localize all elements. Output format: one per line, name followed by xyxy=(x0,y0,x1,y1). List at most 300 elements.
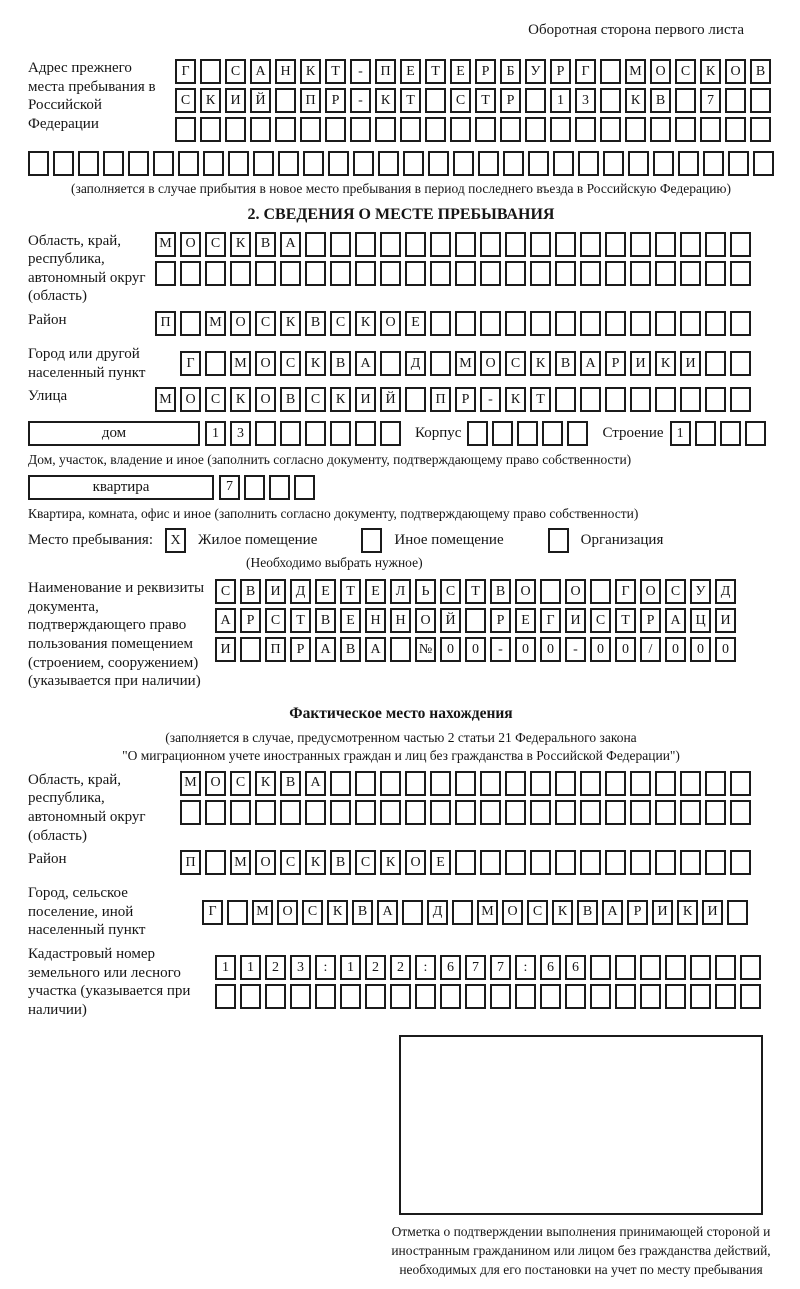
char-cell[interactable]: И xyxy=(680,351,701,376)
char-cell[interactable]: К xyxy=(380,850,401,875)
char-cell[interactable] xyxy=(605,232,626,257)
char-cell[interactable] xyxy=(705,800,726,825)
char-cell[interactable]: 6 xyxy=(440,955,461,980)
char-cell[interactable]: И xyxy=(225,88,246,113)
char-cell[interactable]: О xyxy=(415,608,436,633)
char-cell[interactable] xyxy=(555,232,576,257)
char-cell[interactable] xyxy=(330,421,351,446)
char-cell[interactable]: И xyxy=(565,608,586,633)
char-cell[interactable]: К xyxy=(655,351,676,376)
char-cell[interactable] xyxy=(355,261,376,286)
char-cell[interactable]: Г xyxy=(202,900,223,925)
char-cell[interactable]: К xyxy=(700,59,721,84)
char-cell[interactable]: Т xyxy=(615,608,636,633)
char-cell[interactable] xyxy=(465,984,486,1009)
char-cell[interactable]: С xyxy=(305,387,326,412)
char-cell[interactable]: А xyxy=(315,637,336,662)
char-cell[interactable] xyxy=(178,151,199,176)
char-cell[interactable] xyxy=(695,421,716,446)
char-cell[interactable] xyxy=(640,984,661,1009)
char-cell[interactable] xyxy=(590,955,611,980)
char-cell[interactable]: Н xyxy=(365,608,386,633)
char-cell[interactable]: 6 xyxy=(565,955,586,980)
char-cell[interactable] xyxy=(728,151,749,176)
char-cell[interactable] xyxy=(305,261,326,286)
char-cell[interactable] xyxy=(690,984,711,1009)
char-cell[interactable]: Г xyxy=(180,351,201,376)
char-cell[interactable] xyxy=(730,261,751,286)
char-cell[interactable]: К xyxy=(625,88,646,113)
char-cell[interactable] xyxy=(430,232,451,257)
char-cell[interactable] xyxy=(525,117,546,142)
char-cell[interactable]: П xyxy=(430,387,451,412)
char-cell[interactable]: 0 xyxy=(465,637,486,662)
char-cell[interactable]: С xyxy=(527,900,548,925)
char-cell[interactable] xyxy=(380,421,401,446)
char-cell[interactable] xyxy=(103,151,124,176)
char-cell[interactable] xyxy=(580,387,601,412)
char-cell[interactable] xyxy=(403,151,424,176)
char-cell[interactable]: - xyxy=(350,88,371,113)
char-cell[interactable] xyxy=(278,151,299,176)
char-cell[interactable]: 0 xyxy=(540,637,561,662)
char-cell[interactable] xyxy=(530,800,551,825)
char-cell[interactable] xyxy=(205,351,226,376)
char-cell[interactable] xyxy=(390,984,411,1009)
char-cell[interactable]: 1 xyxy=(550,88,571,113)
char-cell[interactable] xyxy=(740,955,761,980)
char-cell[interactable]: : xyxy=(515,955,536,980)
char-cell[interactable] xyxy=(300,117,321,142)
char-cell[interactable] xyxy=(628,151,649,176)
char-cell[interactable]: П xyxy=(265,637,286,662)
char-cell[interactable] xyxy=(530,232,551,257)
char-cell[interactable] xyxy=(505,771,526,796)
char-cell[interactable] xyxy=(600,117,621,142)
char-cell[interactable] xyxy=(580,771,601,796)
char-cell[interactable]: 3 xyxy=(290,955,311,980)
char-cell[interactable]: И xyxy=(652,900,673,925)
char-cell[interactable]: Д xyxy=(427,900,448,925)
char-cell[interactable] xyxy=(303,151,324,176)
char-cell[interactable]: С xyxy=(175,88,196,113)
char-cell[interactable]: О xyxy=(502,900,523,925)
char-cell[interactable] xyxy=(605,850,626,875)
char-cell[interactable]: С xyxy=(450,88,471,113)
char-cell[interactable] xyxy=(630,311,651,336)
char-cell[interactable] xyxy=(530,311,551,336)
char-cell[interactable] xyxy=(180,800,201,825)
char-cell[interactable]: К xyxy=(280,311,301,336)
char-cell[interactable] xyxy=(605,311,626,336)
char-cell[interactable] xyxy=(630,850,651,875)
char-cell[interactable] xyxy=(280,261,301,286)
char-cell[interactable] xyxy=(715,984,736,1009)
char-cell[interactable]: О xyxy=(565,579,586,604)
char-cell[interactable] xyxy=(555,311,576,336)
char-cell[interactable] xyxy=(480,850,501,875)
char-cell[interactable] xyxy=(750,88,771,113)
char-cell[interactable] xyxy=(680,387,701,412)
char-cell[interactable]: О xyxy=(515,579,536,604)
char-cell[interactable] xyxy=(553,151,574,176)
char-cell[interactable] xyxy=(225,117,246,142)
char-cell[interactable] xyxy=(753,151,774,176)
char-cell[interactable] xyxy=(244,475,265,500)
char-cell[interactable] xyxy=(428,151,449,176)
char-cell[interactable] xyxy=(355,421,376,446)
char-cell[interactable]: В xyxy=(280,771,301,796)
char-cell[interactable]: Ц xyxy=(690,608,711,633)
char-cell[interactable] xyxy=(730,351,751,376)
char-cell[interactable] xyxy=(400,117,421,142)
char-cell[interactable] xyxy=(305,800,326,825)
char-cell[interactable] xyxy=(528,151,549,176)
char-cell[interactable] xyxy=(705,232,726,257)
char-cell[interactable]: У xyxy=(525,59,546,84)
char-cell[interactable] xyxy=(465,608,486,633)
char-cell[interactable]: Й xyxy=(440,608,461,633)
char-cell[interactable] xyxy=(153,151,174,176)
char-cell[interactable] xyxy=(700,117,721,142)
char-cell[interactable]: Е xyxy=(405,311,426,336)
char-cell[interactable] xyxy=(680,261,701,286)
char-cell[interactable] xyxy=(230,800,251,825)
char-cell[interactable] xyxy=(330,232,351,257)
char-cell[interactable]: 0 xyxy=(665,637,686,662)
char-cell[interactable] xyxy=(705,351,726,376)
char-cell[interactable]: И xyxy=(355,387,376,412)
char-cell[interactable]: Т xyxy=(400,88,421,113)
char-cell[interactable] xyxy=(455,311,476,336)
char-cell[interactable]: К xyxy=(230,232,251,257)
char-cell[interactable]: 2 xyxy=(390,955,411,980)
char-cell[interactable]: Р xyxy=(627,900,648,925)
char-cell[interactable] xyxy=(375,117,396,142)
char-cell[interactable] xyxy=(480,800,501,825)
char-cell[interactable] xyxy=(590,579,611,604)
char-cell[interactable] xyxy=(478,151,499,176)
char-cell[interactable] xyxy=(240,637,261,662)
char-cell[interactable] xyxy=(580,311,601,336)
char-cell[interactable]: О xyxy=(405,850,426,875)
char-cell[interactable] xyxy=(542,421,563,446)
char-cell[interactable] xyxy=(575,117,596,142)
char-cell[interactable]: В xyxy=(330,351,351,376)
char-cell[interactable] xyxy=(750,117,771,142)
char-cell[interactable]: А xyxy=(365,637,386,662)
char-cell[interactable]: А xyxy=(280,232,301,257)
char-cell[interactable] xyxy=(340,984,361,1009)
char-cell[interactable]: С xyxy=(205,387,226,412)
char-cell[interactable] xyxy=(590,984,611,1009)
char-cell[interactable]: Н xyxy=(390,608,411,633)
char-cell[interactable]: П xyxy=(155,311,176,336)
char-cell[interactable] xyxy=(555,387,576,412)
char-cell[interactable] xyxy=(505,232,526,257)
char-cell[interactable] xyxy=(705,311,726,336)
char-cell[interactable] xyxy=(730,387,751,412)
char-cell[interactable]: Р xyxy=(475,59,496,84)
char-cell[interactable] xyxy=(405,261,426,286)
char-cell[interactable] xyxy=(275,88,296,113)
char-cell[interactable] xyxy=(655,850,676,875)
char-cell[interactable] xyxy=(600,88,621,113)
char-cell[interactable] xyxy=(565,984,586,1009)
char-cell[interactable] xyxy=(425,88,446,113)
char-cell[interactable] xyxy=(650,117,671,142)
char-cell[interactable] xyxy=(305,232,326,257)
char-cell[interactable]: Д xyxy=(290,579,311,604)
char-cell[interactable]: О xyxy=(255,850,276,875)
char-cell[interactable] xyxy=(730,800,751,825)
char-cell[interactable]: Д xyxy=(405,351,426,376)
char-cell[interactable] xyxy=(405,771,426,796)
char-cell[interactable] xyxy=(730,850,751,875)
char-cell[interactable] xyxy=(705,771,726,796)
char-cell[interactable]: С xyxy=(665,579,686,604)
char-cell[interactable] xyxy=(655,232,676,257)
char-cell[interactable] xyxy=(665,955,686,980)
char-cell[interactable] xyxy=(430,771,451,796)
char-cell[interactable]: - xyxy=(480,387,501,412)
char-cell[interactable]: Р xyxy=(325,88,346,113)
char-cell[interactable]: 7 xyxy=(465,955,486,980)
char-cell[interactable] xyxy=(228,151,249,176)
char-cell[interactable] xyxy=(365,984,386,1009)
char-cell[interactable]: Е xyxy=(450,59,471,84)
char-cell[interactable]: К xyxy=(230,387,251,412)
char-cell[interactable]: А xyxy=(580,351,601,376)
char-cell[interactable]: - xyxy=(350,59,371,84)
char-cell[interactable]: Р xyxy=(290,637,311,662)
char-cell[interactable] xyxy=(275,117,296,142)
char-cell[interactable]: Т xyxy=(325,59,346,84)
char-cell[interactable] xyxy=(294,475,315,500)
char-cell[interactable]: Е xyxy=(365,579,386,604)
char-cell[interactable] xyxy=(290,984,311,1009)
char-cell[interactable]: 1 xyxy=(340,955,361,980)
char-cell[interactable] xyxy=(227,900,248,925)
char-cell[interactable] xyxy=(200,59,221,84)
char-cell[interactable] xyxy=(450,117,471,142)
char-cell[interactable]: С xyxy=(230,771,251,796)
char-cell[interactable]: О xyxy=(255,387,276,412)
char-cell[interactable]: Г xyxy=(575,59,596,84)
char-cell[interactable] xyxy=(550,117,571,142)
char-cell[interactable] xyxy=(525,88,546,113)
char-cell[interactable] xyxy=(680,850,701,875)
char-cell[interactable]: 0 xyxy=(440,637,461,662)
char-cell[interactable] xyxy=(505,311,526,336)
char-cell[interactable] xyxy=(455,771,476,796)
char-cell[interactable] xyxy=(605,771,626,796)
char-cell[interactable]: № xyxy=(415,637,436,662)
char-cell[interactable] xyxy=(255,261,276,286)
char-cell[interactable]: С xyxy=(330,311,351,336)
char-cell[interactable] xyxy=(655,387,676,412)
char-cell[interactable]: Р xyxy=(455,387,476,412)
char-cell[interactable]: С xyxy=(302,900,323,925)
char-cell[interactable]: 0 xyxy=(715,637,736,662)
char-cell[interactable]: Т xyxy=(425,59,446,84)
char-cell[interactable] xyxy=(665,984,686,1009)
char-cell[interactable] xyxy=(280,800,301,825)
char-cell[interactable] xyxy=(380,771,401,796)
char-cell[interactable] xyxy=(353,151,374,176)
char-cell[interactable] xyxy=(430,351,451,376)
char-cell[interactable]: С xyxy=(355,850,376,875)
char-cell[interactable] xyxy=(205,850,226,875)
char-cell[interactable] xyxy=(630,232,651,257)
char-cell[interactable]: В xyxy=(650,88,671,113)
char-cell[interactable] xyxy=(315,984,336,1009)
char-cell[interactable]: М xyxy=(155,387,176,412)
char-cell[interactable] xyxy=(440,984,461,1009)
char-cell[interactable]: В xyxy=(255,232,276,257)
char-cell[interactable] xyxy=(705,261,726,286)
char-cell[interactable] xyxy=(230,261,251,286)
char-cell[interactable] xyxy=(503,151,524,176)
char-cell[interactable] xyxy=(480,771,501,796)
char-cell[interactable]: Е xyxy=(515,608,536,633)
char-cell[interactable] xyxy=(430,800,451,825)
char-cell[interactable] xyxy=(655,771,676,796)
char-cell[interactable]: Е xyxy=(340,608,361,633)
char-cell[interactable]: Е xyxy=(315,579,336,604)
char-cell[interactable]: Д xyxy=(715,579,736,604)
char-cell[interactable] xyxy=(355,232,376,257)
char-cell[interactable] xyxy=(615,955,636,980)
char-cell[interactable] xyxy=(490,984,511,1009)
char-cell[interactable]: П xyxy=(180,850,201,875)
char-cell[interactable]: В xyxy=(240,579,261,604)
char-cell[interactable]: 0 xyxy=(515,637,536,662)
char-cell[interactable] xyxy=(265,984,286,1009)
char-cell[interactable] xyxy=(200,117,221,142)
char-cell[interactable] xyxy=(425,117,446,142)
char-cell[interactable]: О xyxy=(180,387,201,412)
char-cell[interactable] xyxy=(405,387,426,412)
char-cell[interactable] xyxy=(480,261,501,286)
char-cell[interactable]: 1 xyxy=(670,421,691,446)
char-cell[interactable] xyxy=(630,800,651,825)
char-cell[interactable] xyxy=(180,261,201,286)
char-cell[interactable]: Р xyxy=(240,608,261,633)
char-cell[interactable]: А xyxy=(602,900,623,925)
char-cell[interactable]: М xyxy=(205,311,226,336)
char-cell[interactable]: В xyxy=(330,850,351,875)
char-cell[interactable] xyxy=(255,800,276,825)
char-cell[interactable]: В xyxy=(555,351,576,376)
char-cell[interactable]: О xyxy=(380,311,401,336)
char-cell[interactable]: К xyxy=(305,850,326,875)
char-cell[interactable]: М xyxy=(180,771,201,796)
char-cell[interactable]: 2 xyxy=(265,955,286,980)
char-cell[interactable]: С xyxy=(505,351,526,376)
char-cell[interactable]: 0 xyxy=(590,637,611,662)
char-cell[interactable]: С xyxy=(265,608,286,633)
char-cell[interactable]: / xyxy=(640,637,661,662)
char-cell[interactable]: М xyxy=(625,59,646,84)
char-cell[interactable] xyxy=(630,771,651,796)
char-cell[interactable] xyxy=(415,984,436,1009)
char-cell[interactable]: 3 xyxy=(575,88,596,113)
char-cell[interactable]: 1 xyxy=(215,955,236,980)
char-cell[interactable] xyxy=(725,117,746,142)
char-cell[interactable] xyxy=(615,984,636,1009)
checkbox-organizatsiya[interactable] xyxy=(548,528,569,553)
char-cell[interactable] xyxy=(305,421,326,446)
char-cell[interactable] xyxy=(28,151,49,176)
char-cell[interactable] xyxy=(540,984,561,1009)
apartment-type-box[interactable]: квартира xyxy=(28,475,214,500)
char-cell[interactable]: К xyxy=(200,88,221,113)
char-cell[interactable] xyxy=(205,261,226,286)
char-cell[interactable]: В xyxy=(280,387,301,412)
char-cell[interactable] xyxy=(680,311,701,336)
char-cell[interactable]: В xyxy=(315,608,336,633)
char-cell[interactable] xyxy=(675,88,696,113)
char-cell[interactable]: М xyxy=(230,850,251,875)
char-cell[interactable]: В xyxy=(750,59,771,84)
char-cell[interactable] xyxy=(605,800,626,825)
char-cell[interactable]: Ь xyxy=(415,579,436,604)
char-cell[interactable]: Р xyxy=(550,59,571,84)
char-cell[interactable]: : xyxy=(315,955,336,980)
char-cell[interactable]: И xyxy=(215,637,236,662)
char-cell[interactable]: С xyxy=(280,850,301,875)
char-cell[interactable]: 6 xyxy=(540,955,561,980)
checkbox-zhiloe-pomeshchenie[interactable]: X xyxy=(165,528,186,553)
char-cell[interactable] xyxy=(530,850,551,875)
char-cell[interactable] xyxy=(675,117,696,142)
char-cell[interactable] xyxy=(555,771,576,796)
char-cell[interactable] xyxy=(480,232,501,257)
char-cell[interactable]: С xyxy=(215,579,236,604)
char-cell[interactable] xyxy=(605,261,626,286)
char-cell[interactable] xyxy=(655,261,676,286)
char-cell[interactable] xyxy=(280,421,301,446)
char-cell[interactable]: - xyxy=(490,637,511,662)
char-cell[interactable] xyxy=(555,261,576,286)
char-cell[interactable]: Е xyxy=(400,59,421,84)
char-cell[interactable]: В xyxy=(305,311,326,336)
char-cell[interactable] xyxy=(580,850,601,875)
char-cell[interactable] xyxy=(680,771,701,796)
char-cell[interactable]: О xyxy=(230,311,251,336)
char-cell[interactable]: П xyxy=(375,59,396,84)
char-cell[interactable] xyxy=(603,151,624,176)
char-cell[interactable] xyxy=(703,151,724,176)
char-cell[interactable] xyxy=(678,151,699,176)
char-cell[interactable]: И xyxy=(630,351,651,376)
char-cell[interactable]: 0 xyxy=(615,637,636,662)
char-cell[interactable] xyxy=(455,261,476,286)
char-cell[interactable] xyxy=(255,421,276,446)
char-cell[interactable] xyxy=(475,117,496,142)
char-cell[interactable]: К xyxy=(505,387,526,412)
char-cell[interactable]: А xyxy=(305,771,326,796)
char-cell[interactable] xyxy=(580,261,601,286)
char-cell[interactable] xyxy=(269,475,290,500)
char-cell[interactable] xyxy=(250,117,271,142)
char-cell[interactable]: Р xyxy=(640,608,661,633)
char-cell[interactable] xyxy=(515,984,536,1009)
char-cell[interactable]: О xyxy=(650,59,671,84)
char-cell[interactable]: К xyxy=(530,351,551,376)
char-cell[interactable] xyxy=(578,151,599,176)
